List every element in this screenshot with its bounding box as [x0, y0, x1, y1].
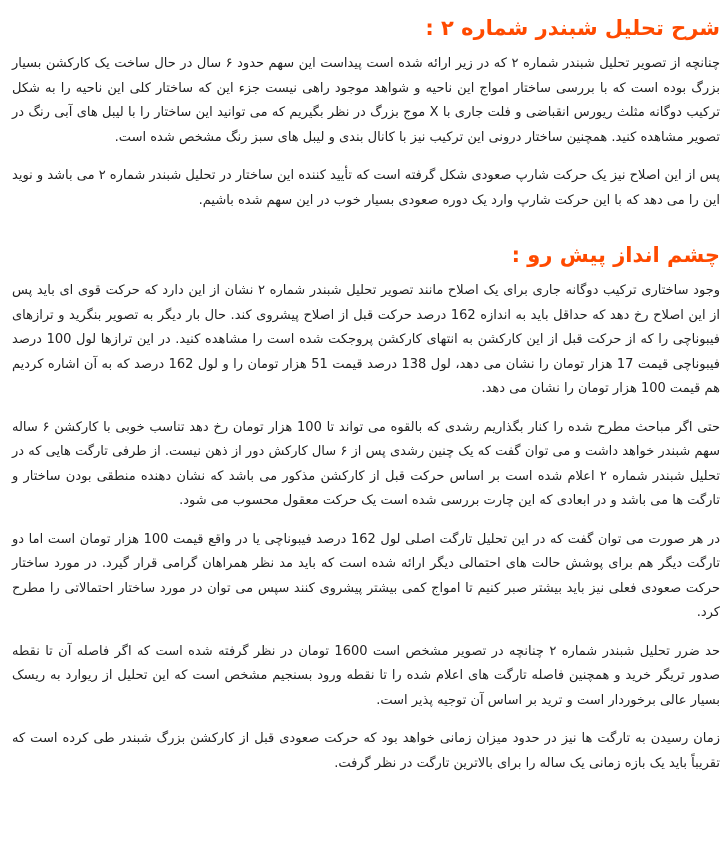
section-title-analysis: شرح تحلیل شبندر شماره ۲ : — [425, 16, 720, 40]
paragraph: پس از این اصلاح نیز یک حرکت شارپ صعودی شکل گرفته است که تأیید کننده این ساختار در تحلیل شبندر شماره ۲ می باشد و نوید این را می دهد که با این حرکت شارپ وارد یک دوره صعودی بسیار خوب در این سهم شده باشیم. — [12, 168, 720, 208]
section-title-outlook: چشم انداز پیش رو : — [511, 243, 720, 267]
paragraph: حتی اگر مباحث مطرح شده را کنار بگذاریم رشدی که بالقوه می تواند تا 100 هزار تومان رخ دهد تناسب خوبی با کارکشن ۶ ساله سهم شبندر خواهد داشت و می توان گفت که یک چنین رشدی پس از ۶ سال کارکش دور از ذهن نیست. از طرفی تارگت هایی که در تحلیل شبندر شماره ۲ اعلام شده است بر اساس حرکت قبل از کارکشن مذکور می باشد که نشان دهنده منطقی بودن ساختار و تارگت ها می باشد و در ابعادی که این چارت بررسی شده است یک حرکت معقول محسوب می شود. — [12, 419, 721, 508]
paragraph: در هر صورت می توان گفت که در این تحلیل تارگت اصلی لول 162 درصد فیبوناچی یا در واقع قیمت 100 هزار تومان است اما دو تارگت دیگر هم برای پوشش حالت های احتمالی دیگر ارائه شده است که باید مد نظر همراهان گرامی قرار گیرد. در مورد ساختار حرکت صعودی فعلی نیز باید بیشتر صبر کنیم تا امواج کمی بیشتر پیشروی کنند سپس می توان در مورد ساختار احتمالاتی را مطرح کرد. — [12, 531, 720, 620]
paragraph: وجود ساختاری ترکیب دوگانه جاری برای یک اصلاح مانند تصویر تحلیل شبندر شماره ۲ نشان از این دارد که حرکت قوی ای باید پس از این اصلاح رخ دهد که حداقل باید به اندازه 162 درصد حرکت قبل از اصلاح پیشروی کند. حال بار دیگر به تصویر بنگرید و ترازهای فیبوناچی را که از حرکت قبل از این کارکشن به انتهای کارکشن پروجکت شده است را مشاهده کنید. در این ترازها لول 100 درصد فیبوناچی قیمت 17 هزار تومان را نشان می دهد، لول 138 درصد قیمت 51 هزار تومان را و لول 162 درصد که به آن اشاره کردیم هم قیمت 100 هزار تومان را نشان می دهد. — [12, 283, 721, 396]
paragraph: حد ضرر تحلیل شبندر شماره ۲ چنانچه در تصویر مشخص است 1600 تومان در نظر گرفته شده است که اگر فاصله آن تا نقطه صدور تریگر خرید و همچنین فاصله تارگت های اعلام شده را تا نقطه ورود بسنجیم مشخص است که این تحلیل از ریوارد به ریسک بسیار عالی برخوردار است و ترید بر اساس آن توجیه پذیر است. — [12, 643, 721, 708]
paragraph: زمان رسیدن به تارگت ها نیز در حدود میزان زمانی خواهد بود که حرکت صعودی قبل از کارکشن بزرگ شبندر طی کرده است که تقریباً باید یک بازه زمانی یک ساله را برای بالاترین تارگت در نظر گرفت. — [12, 731, 720, 771]
paragraph: چنانچه از تصویر تحلیل شبندر شماره ۲ که در زیر ارائه شده است پیداست این سهم حدود ۶ سال در حال ساخت یک کارکشن بسیار بزرگ بوده است که با بررسی ساختار امواج این ناحیه و شواهد موجود راهی نیست جزء این که ساختار کلی این ناحیه را به شکل ترکیب دوگانه مثلث ریورس انقباضی و فلت جاری با X موج بزرگ در نظر بگیریم که می توانید این ساختار را با لیبل های آبی رنگ در تصویر مشاهده کنید. همچنین ساختار درونی این ترکیب نیز با کانال بندی و لیبل های سبز رنگ مشخص شده است. — [12, 56, 720, 145]
